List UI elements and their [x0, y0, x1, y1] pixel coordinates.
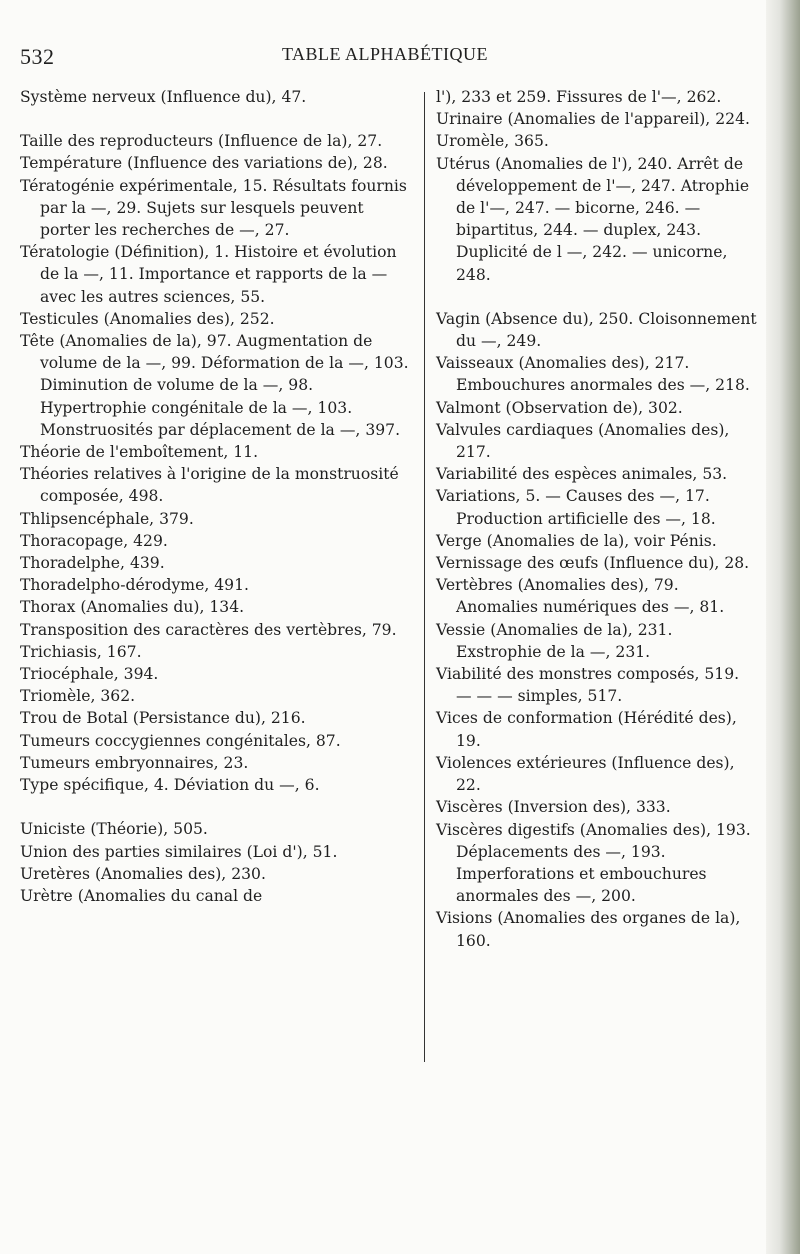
index-entry: Viscères digestifs (Anomalies des), 193. Déplacements des —, 193. Imperforations et embouchures anormales des —, 200.: [436, 820, 751, 906]
index-entry: Vernissage des œufs (Influence du), 28.: [436, 554, 750, 573]
index-entry: Transposition des caractères des vertèbres, 79.: [20, 620, 397, 639]
left-column: [20, 86, 416, 907]
index-entry: Variabilité des espèces animales, 53.: [436, 465, 728, 484]
running-title: TABLE ALPHABÉTIQUE: [282, 44, 489, 64]
index-entry: Triomèle, 362.: [20, 687, 136, 706]
page-number: 532: [20, 44, 55, 69]
index-entry: Thoradelpho-dérodyme, 491.: [20, 576, 249, 595]
index-entry: Uretères (Anomalies des), 230.: [20, 864, 266, 883]
index-entry: Union des parties similaires (Loi d'), 51.: [20, 842, 338, 861]
column-divider: [424, 92, 425, 1062]
index-entry: Thlipsencéphale, 379.: [20, 509, 194, 528]
index-entry: Thorax (Anomalies du), 134.: [20, 598, 245, 617]
index-entry: Urètre (Anomalies du canal de: [20, 886, 263, 905]
index-entry: Tête (Anomalies de la), 97. Augmentation de volume de la —, 99. Déformation de la —, 103. Diminution de volume de la —, 98. Hypertrophie congénitale de la —, 103. Monstruosités par déplacement de la —, 397.: [20, 332, 409, 439]
index-entry: Thoradelphe, 439.: [20, 554, 165, 573]
index-entry: Utérus (Anomalies de l'), 240. Arrêt de développement de l'—, 247. Atrophie de l'—, 247. — bicorne, 246. — bipartitus, 244. — duplex, 243. Duplicité de l —, 242. — unicorne, 248.: [436, 154, 750, 284]
index-entry: Thoracopage, 429.: [20, 531, 168, 550]
index-entry: Variations, 5. — Causes des —, 17. Production artificielle des —, 18.: [436, 487, 716, 528]
index-entry: Testicules (Anomalies des), 252.: [20, 309, 275, 328]
index-entry: Verge (Anomalies de la), voir Pénis.: [436, 531, 717, 550]
index-entry: Viscères (Inversion des), 333.: [436, 798, 671, 817]
index-entry: Taille des reproducteurs (Influence de la), 27.: [20, 132, 383, 151]
section-gap: [436, 286, 758, 308]
index-entry: Température (Influence des variations de), 28.: [20, 154, 388, 173]
index-entry: Tératogénie expérimentale, 15. Résultats fournis par la —, 29. Sujets sur lesquels peuvent porter les recherches de —, 27.: [20, 176, 407, 240]
index-entry: Violences extérieures (Influence des), 22.: [436, 753, 735, 795]
index-entry: l'), 233 et 259. Fissures de l'—, 262.: [436, 88, 722, 106]
page-edge-shadow: [766, 0, 800, 1254]
index-entry: Vagin (Absence du), 250. Cloisonnement du —, 249.: [436, 309, 757, 351]
index-entry: Uromèle, 365.: [436, 132, 549, 151]
index-entry: Valmont (Observation de), 302.: [436, 398, 683, 417]
index-entry: Théories relatives à l'origine de la monstruosité composée, 498.: [20, 465, 399, 506]
index-entry: Urinaire (Anomalies de l'appareil), 224.: [436, 110, 750, 129]
index-entry: Tumeurs coccygiennes congénitales, 87.: [20, 731, 341, 750]
index-entry: Type spécifique, 4. Déviation du —, 6.: [20, 776, 320, 795]
index-entry: Uniciste (Théorie), 505.: [20, 820, 208, 839]
index-entry: Tératologie (Définition), 1. Histoire et évolution de la —, 11. Importance et rapports de la — avec les autres sciences, 55.: [20, 243, 397, 306]
section-gap: [20, 108, 416, 130]
index-entry: Viabilité des monstres composés, 519. — — — simples, 517.: [436, 665, 740, 706]
index-entry: Système nerveux (Influence du), 47.: [20, 88, 307, 106]
index-entry: Tumeurs embryonnaires, 23.: [20, 753, 249, 772]
index-entry: Trichiasis, 167.: [20, 642, 142, 661]
index-entry: Vaisseaux (Anomalies des), 217. Embouchures anormales des —, 218.: [436, 354, 750, 395]
index-entry: Visions (Anomalies des organes de la), 160.: [436, 909, 741, 950]
index-entry: Triocéphale, 394.: [20, 665, 159, 684]
index-entry: Trou de Botal (Persistance du), 216.: [20, 709, 306, 728]
index-entry: Valvules cardiaques (Anomalies des), 217.: [436, 420, 730, 462]
index-entry: Vices de conformation (Hérédité des), 19.: [436, 709, 737, 750]
right-column: [436, 86, 758, 952]
index-entry: Théorie de l'emboîtement, 11.: [20, 443, 259, 462]
index-entry: Vertèbres (Anomalies des), 79. Anomalies numériques des —, 81.: [436, 576, 725, 617]
index-entry: Vessie (Anomalies de la), 231. Exstrophie de la —, 231.: [436, 620, 673, 661]
section-gap: [20, 796, 416, 818]
